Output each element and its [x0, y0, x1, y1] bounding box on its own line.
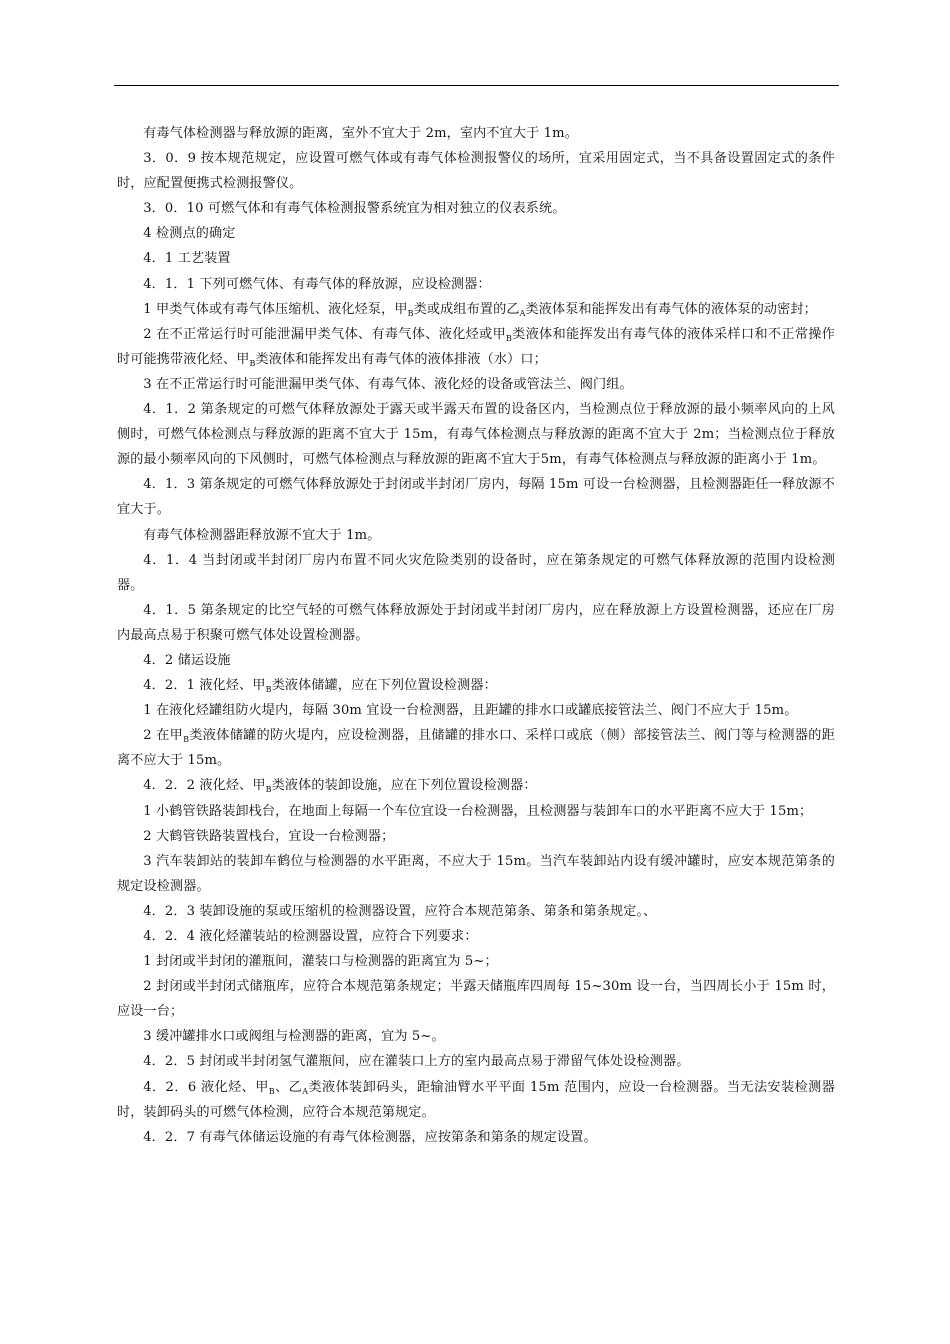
paragraph-text: 2 在不正常运行时可能泄漏甲类气体、有毒气体、液化烃或甲: [143, 326, 507, 342]
paragraph-text: 2 在甲: [143, 728, 184, 744]
paragraph-text: 4．1．2 第条规定的可燃气体释放源处于露天或半露天布置的设备区内，当检测点位于释放源的最小频率风向的上风侧时，可燃气体检测点与释放源的距离不宜大于 15m，有毒气体检测点与释放源的距离不宜大于 2m；当检测点位于释放源的最小频率风向的下风侧时，可燃气体检测点与释放源的距离不宜大于5m，有毒气体检测点与释放源的距离小于 1m。: [117, 402, 835, 468]
paragraph-p22: [117, 849, 835, 899]
paragraph-p17: [117, 698, 835, 723]
subscript-text: B: [407, 308, 414, 318]
paragraph-p21: [117, 824, 835, 849]
paragraph-p29: [117, 1075, 835, 1125]
paragraph-p10: [117, 397, 835, 472]
paragraph-p30: [117, 1125, 835, 1150]
paragraph-p13: [117, 548, 835, 598]
paragraph-p27: [117, 1024, 835, 1049]
paragraph-text: 2 封闭或半封闭式储瓶库，应符合本规范第条规定；半露天储瓶库四周每 15~30m 设一台，当四周长小于 15m 时，应设一台；: [117, 979, 835, 1020]
paragraph-text: 3．0．9 按本规范规定，应设置可燃气体或有毒气体检测报警仪的场所，宜采用固定式，当不具备设置固定式的条件时，应配置便携式检测报警仪。: [117, 151, 835, 192]
paragraph-text: 4．2．7 有毒气体储运设施的有毒气体检测器，应按第条和第条的规定设置。: [143, 1129, 597, 1145]
paragraph-text: 4 检测点的确定: [143, 226, 236, 242]
paragraph-text: 有毒气体检测器与释放源的距离，室外不宜大于 2m，室内不宜大于 1m。: [143, 126, 578, 141]
paragraph-p03: [117, 196, 835, 221]
paragraph-p09: [117, 372, 835, 397]
paragraph-text: 4．2．2 液化烃、甲: [143, 778, 266, 794]
subscript-text: B: [268, 1086, 275, 1096]
header-rule: [114, 85, 839, 86]
paragraph-p05: [117, 246, 835, 271]
paragraph-text: 3 在不正常运行时可能泄漏甲类气体、有毒气体、液化烃的设备或管法兰、阀门组。: [143, 376, 633, 392]
paragraph-p12: [117, 523, 835, 548]
document-body: [117, 121, 835, 1150]
paragraph-text: 4．1 工艺装置: [143, 251, 231, 267]
paragraph-text: 3 汽车装卸站的装卸车鹤位与检测器的水平距离，不应大于 15m。当汽车装卸站内设有缓冲罐时，应安本规范第条的规定设检测器。: [117, 853, 835, 894]
paragraph-text: 4．2 储运设施: [143, 652, 231, 668]
subscript-text: B: [265, 685, 272, 695]
paragraph-text: 类液体储罐的防火堤内，应设检测器，且储罐的排水口、采样口或底（侧）部接管法兰、阀门等与检测器的距离不应大于 15m。: [117, 728, 835, 769]
paragraph-text: 2 大鹤管铁路装置栈台，宜设一台检测器；: [143, 828, 395, 844]
paragraph-text: 1 封闭或半封闭的灌瓶间，灌装口与检测器的距离宜为 5~；: [143, 954, 498, 970]
paragraph-text: 1 甲类气体或有毒气体压缩机、液化烃泵，甲: [143, 301, 408, 317]
paragraph-p14: [117, 598, 835, 648]
paragraph-text: 4．1．5 第条规定的比空气轻的可燃气体释放源处于封闭或半封闭厂房内，应在释放源上方设置检测器，还应在厂房内最高点易于积聚可燃气体处设置检测器。: [117, 602, 835, 643]
paragraph-text: 3．0．10 可燃气体和有毒气体检测报警系统宜为相对独立的仪表系统。: [143, 201, 566, 217]
paragraph-p01: [117, 121, 835, 146]
paragraph-p20: [117, 799, 835, 824]
paragraph-text: 有毒气体检测器距释放源不宜大于 1m。: [143, 527, 381, 543]
paragraph-p11: [117, 472, 835, 522]
paragraph-text: 类液体和能挥发出有毒气体的液体排液（水）口；: [255, 351, 547, 367]
paragraph-p04: [117, 221, 835, 246]
paragraph-p26: [117, 974, 835, 1024]
paragraph-text: 4．2．4 液化烃灌装站的检测器设置，应符合下列要求：: [143, 929, 478, 944]
paragraph-text: 4．2．6 液化烃、甲: [143, 1079, 269, 1095]
paragraph-text: 4．1．3 第条规定的可燃气体释放源处于封闭或半封闭厂房内，每隔 15m 可设一台检测器，且检测器距任一释放源不宜大于。: [117, 477, 835, 518]
paragraph-p02: [117, 146, 835, 196]
paragraph-p25: [117, 949, 835, 974]
subscript-text: A: [519, 308, 526, 318]
subscript-text: B: [249, 358, 256, 368]
paragraph-p08: [117, 322, 835, 372]
paragraph-text: 类液体的装卸设施，应在下列位置设检测器：: [271, 778, 537, 794]
paragraph-text: 4．2．5 封闭或半封闭氢气灌瓶间，应在灌装口上方的室内最高点易于滞留气体处设检测器。: [143, 1054, 690, 1070]
paragraph-text: 类液体泵和能挥发出有毒气体的液体泵的动密封；: [525, 301, 817, 317]
paragraph-text: 3 缓冲罐排水口或阀组与检测器的距离，宜为 5~。: [143, 1029, 445, 1045]
subscript-text: B: [506, 333, 513, 343]
subscript-text: B: [183, 735, 190, 745]
paragraph-p15: [117, 648, 835, 673]
paragraph-text: 4．1．4 当封闭或半封闭厂房内布置不同火灾危险类别的设备时，应在第条规定的可燃气体释放源的范围内设检测器。: [117, 552, 835, 593]
paragraph-text: 1 小鹤管铁路装卸栈台，在地面上每隔一个车位宜设一台检测器，且检测器与装卸车口的水平距离不应大于 15m；: [143, 803, 813, 819]
paragraph-text: 类或成组布置的乙: [413, 301, 520, 317]
paragraph-text: 类液体装卸码头，距输油臂水平平面 15m 范围内，应设一台检测器。当无法安装检测器时，装卸码头的可燃气体检测，应符合本规范第规定。: [117, 1079, 835, 1120]
paragraph-text: 、乙: [274, 1079, 303, 1095]
paragraph-p18: [117, 723, 835, 773]
paragraph-text: 4．2．1 液化烃、甲: [143, 678, 266, 694]
paragraph-p23: [117, 899, 835, 924]
subscript-text: B: [265, 785, 272, 795]
paragraph-p19: [117, 773, 835, 798]
paragraph-p06: [117, 272, 835, 297]
paragraph-p16: [117, 673, 835, 698]
paragraph-p28: [117, 1049, 835, 1074]
paragraph-text: 4．1．1 下列可燃气体、有毒气体的释放源，应设检测器：: [143, 276, 491, 292]
paragraph-text: 类液体和能挥发出有毒气体的液体采样口和不正常操作时可能携带液化烃、甲: [117, 326, 835, 367]
paragraph-p24: [117, 924, 835, 949]
paragraph-text: 类液体储罐，应在下列位置设检测器：: [271, 678, 497, 694]
paragraph-text: 1 在液化烃罐组防火堤内，每隔 30m 宜设一台检测器，且距罐的排水口或罐底接管法兰、阀门不应大于 15m。: [143, 703, 798, 719]
paragraph-text: 4．2．3 装卸设施的泵或压缩机的检测器设置，应符合本规范第条、第条和第条规定。、: [143, 903, 657, 919]
paragraph-p07: [117, 297, 835, 322]
subscript-text: A: [302, 1086, 309, 1096]
